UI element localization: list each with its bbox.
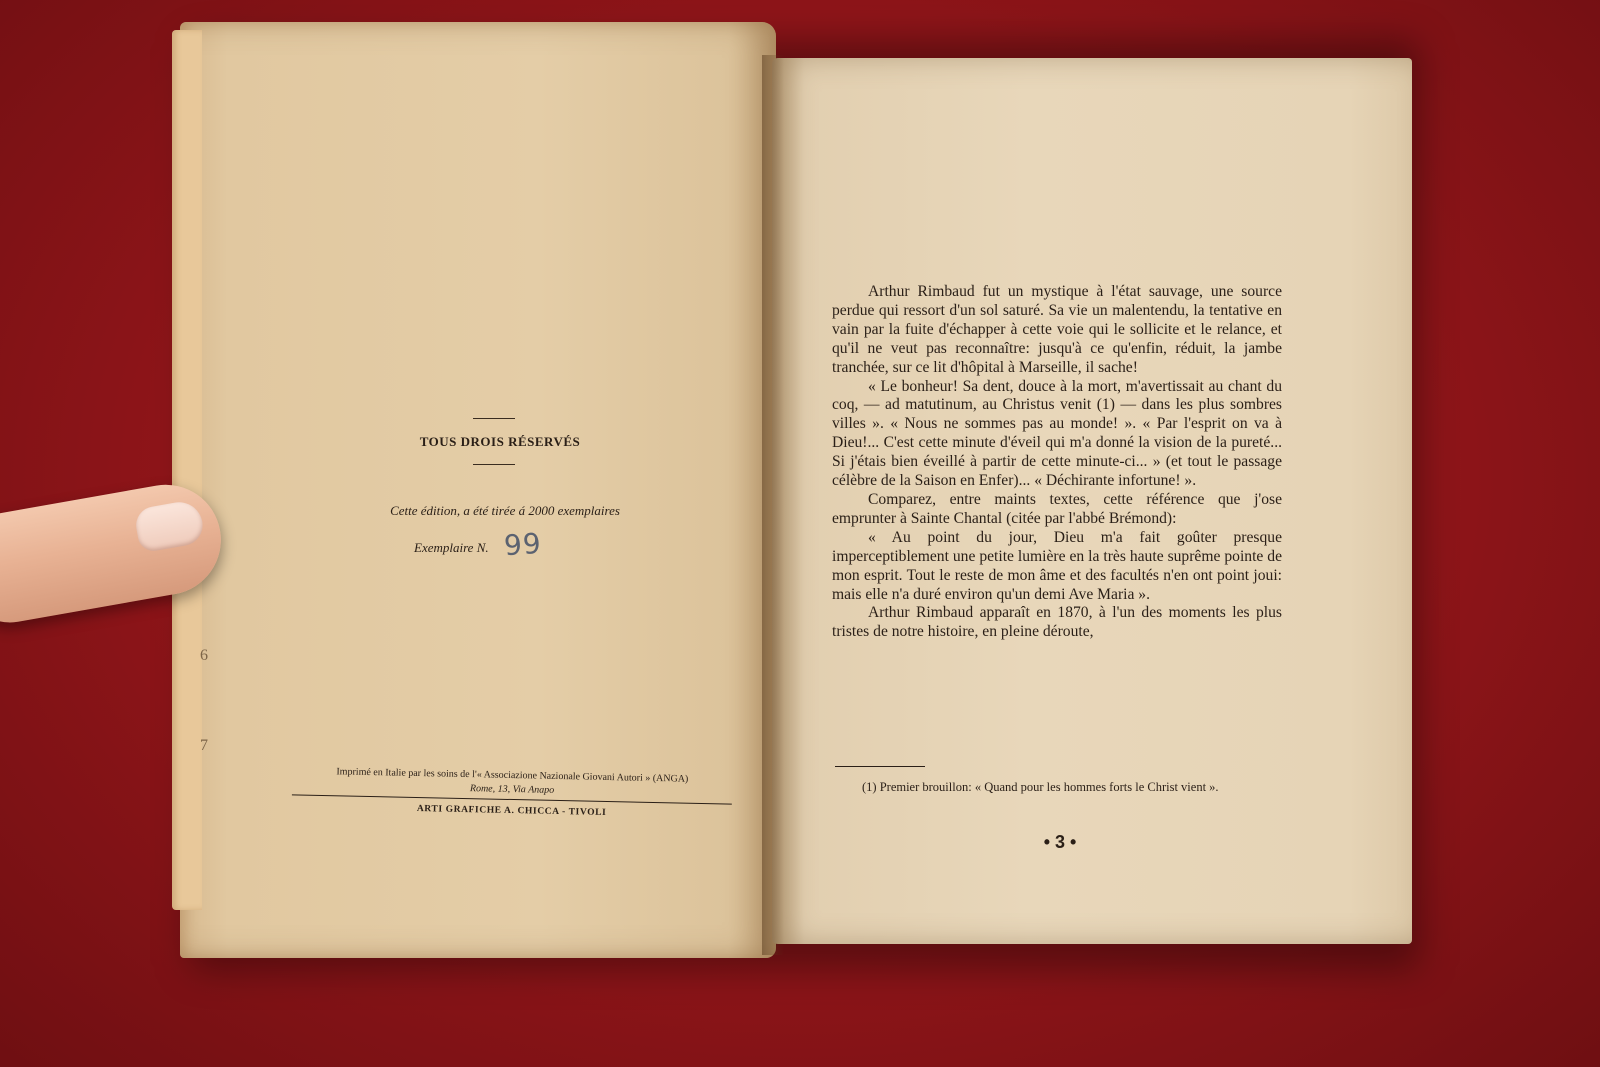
edge-mark: 6: [200, 647, 208, 664]
book-gutter: [762, 55, 784, 955]
page-number: • 3 •: [1043, 832, 1077, 852]
fingernail: [133, 499, 206, 554]
divider-rule: [473, 464, 515, 465]
paragraph: Arthur Rimbaud fut un mystique à l'état sauvage, une source perdue qui ressort d'un sol saturé. Sa vie un malentendu, la tentative en vain par la fuite d'échapper à cette voie qui le sollicite et le relance, et qu'il ne veut pas reconnaître: jusqu'à ce qu'enfin, réduit, la jambe tranchée, sur ce lit d'hôpital à Marseille, il sache!: [832, 283, 1282, 376]
copy-number-label: Exemplaire N.: [414, 540, 489, 555]
printer-name: ARTI GRAFICHE A. CHICCA - TIVOLI: [416, 804, 607, 818]
rights-title: TOUS DROIS RÉSERVÉS: [419, 434, 581, 449]
paragraph: Arthur Rimbaud apparaît en 1870, à l'un des moments les plus tristes de notre histoire, en pleine déroute,: [832, 604, 1282, 641]
printer-address: Rome, 13, Via Anapo: [469, 783, 555, 796]
paragraph: « Au point du jour, Dieu m'a fait goûter presque imperceptiblement une petite lumière en la très haute suprême pointe de mon esprit. Tout le reste de mon âme et des facultés n'en ont point joui: mais elle n'a duré environ qu'un demi Ave Maria ».: [832, 528, 1282, 603]
divider-rule: [473, 418, 515, 419]
body-text: [832, 283, 1282, 642]
cover-edge: [172, 30, 202, 910]
printer-line: Imprimé en Italie par les soins de l'« Associazione Nazionale Giovani Autori » (ANGA): [336, 766, 689, 785]
paragraph: Comparez, entre maints textes, cette référence que j'ose emprunter à Sainte Chantal (citée par l'abbé Brémond):: [832, 490, 1282, 527]
footnote-text: (1) Premier brouillon: « Quand pour les hommes forts le Christ vient ».: [862, 780, 1219, 794]
edge-mark: 7: [200, 737, 208, 754]
footnote-rule: [835, 766, 925, 767]
copy-number-handwritten: 99: [502, 526, 543, 563]
edition-note: Cette édition, a été tirée á 2000 exemplaires: [390, 503, 620, 518]
paragraph: « Le bonheur! Sa dent, douce à la mort, m'avertissait au chant du coq, — ad matutinum, au Christus venit (1) — dans les plus sombres villes ». « Nous ne sommes pas au monde! ». « Par l'esprit on va à Dieu!... C'est cette minute d'éveil qui m'a donné la vision de la pureté... Si j'étais bien éveillé à partir de cette minute-ci... » (et tout le passage célèbre de la Saison en Enfer)... « Déchirante infortune! ».: [832, 377, 1282, 490]
footnote: [832, 779, 1282, 795]
printer-imprint: [292, 765, 733, 820]
